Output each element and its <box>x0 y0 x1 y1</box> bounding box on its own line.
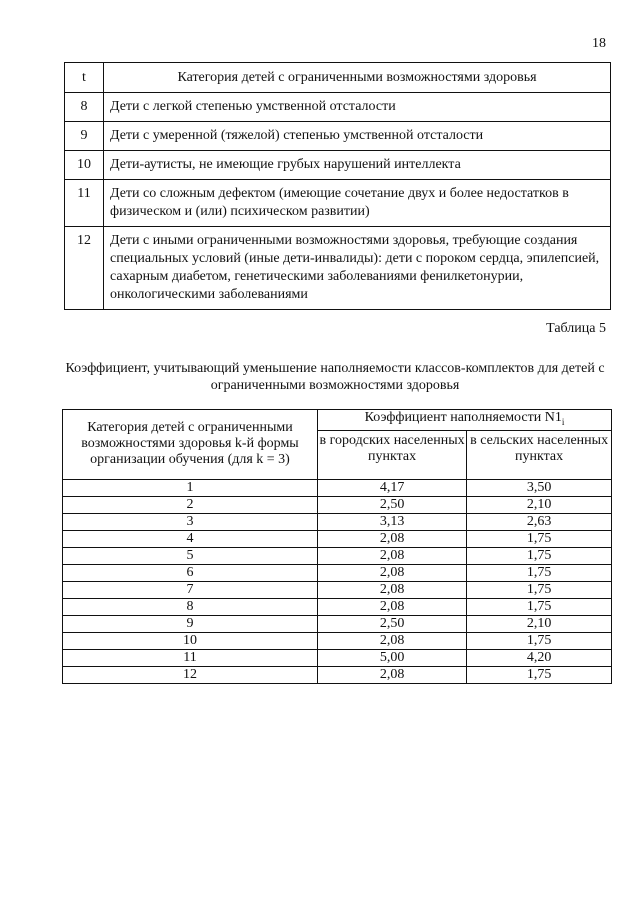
row-number: 9 <box>65 122 104 151</box>
table-row <box>65 180 611 227</box>
row-category-number: 3 <box>63 513 318 530</box>
row-urban-value: 2,08 <box>318 632 467 649</box>
table-row <box>63 598 612 615</box>
table-label: Таблица 5 <box>546 321 606 336</box>
table-row <box>63 513 612 530</box>
table-row <box>63 530 612 547</box>
row-urban-value: 2,08 <box>318 598 467 615</box>
row-number: 11 <box>65 180 104 227</box>
row-rural-value: 1,75 <box>467 547 612 564</box>
row-category: Дети с иными ограниченными возможностями здоровья, требующие создания специальных условий (иные дети-инвалиды): дети с пороком сердца, эпилепсией, сахарным диабетом, генетическими заболеваниями фенилкетонурии, онкологическими заболеваниями <box>104 227 611 310</box>
categories-table <box>64 62 611 310</box>
header-coefficient-sub: i <box>561 416 565 427</box>
row-rural-value: 1,75 <box>467 530 612 547</box>
row-rural-value: 2,10 <box>467 615 612 632</box>
page-number: 18 <box>592 36 606 51</box>
row-urban-value: 2,08 <box>318 666 467 683</box>
row-category-number: 5 <box>63 547 318 564</box>
table-row <box>63 632 612 649</box>
row-urban-value: 2,08 <box>318 530 467 547</box>
row-category: Дети-аутисты, не имеющие грубых нарушений интеллекта <box>104 151 611 180</box>
row-urban-value: 2,50 <box>318 615 467 632</box>
header-urban: в городских населенных пунктах <box>318 430 467 479</box>
row-category: Дети с легкой степенью умственной отсталости <box>104 93 611 122</box>
table-row <box>65 122 611 151</box>
header-num: t <box>65 63 104 93</box>
header-category: Категория детей с ограниченными возможностями здоровья k-й формы организации обучения (для k = 3) <box>63 410 318 480</box>
header-category: Категория детей с ограниченными возможностями здоровья <box>104 63 611 93</box>
table-row <box>63 547 612 564</box>
row-urban-value: 3,13 <box>318 513 467 530</box>
row-urban-value: 2,08 <box>318 564 467 581</box>
row-rural-value: 4,20 <box>467 649 612 666</box>
row-number: 12 <box>65 227 104 310</box>
header-coefficient <box>318 410 612 431</box>
row-category-number: 12 <box>63 666 318 683</box>
table-row <box>63 496 612 513</box>
row-urban-value: 2,08 <box>318 581 467 598</box>
row-rural-value: 2,10 <box>467 496 612 513</box>
table-caption: Коэффициент, учитывающий уменьшение наполняемости классов-комплектов для детей с ограниченными возможностями здоровья <box>65 361 605 393</box>
row-category-number: 2 <box>63 496 318 513</box>
row-category: Дети со сложным дефектом (имеющие сочетание двух и более недостатков в физическом и (или) психическом развитии) <box>104 180 611 227</box>
row-category-number: 10 <box>63 632 318 649</box>
row-category-number: 11 <box>63 649 318 666</box>
row-urban-value: 2,50 <box>318 496 467 513</box>
header-coefficient-label: Коэффициент наполняемости N1 <box>364 410 562 425</box>
table-row <box>63 649 612 666</box>
table-row <box>63 581 612 598</box>
row-rural-value: 1,75 <box>467 632 612 649</box>
table-row <box>63 479 612 496</box>
table-row <box>65 93 611 122</box>
table-row <box>65 227 611 310</box>
row-rural-value: 3,50 <box>467 479 612 496</box>
table-row <box>65 151 611 180</box>
header-rural: в сельских населенных пунктах <box>467 430 612 479</box>
row-rural-value: 2,63 <box>467 513 612 530</box>
table-header-row <box>63 410 612 431</box>
row-number: 8 <box>65 93 104 122</box>
row-category-number: 7 <box>63 581 318 598</box>
row-category-number: 1 <box>63 479 318 496</box>
row-category: Дети с умеренной (тяжелой) степенью умственной отсталости <box>104 122 611 151</box>
coefficient-table <box>62 409 612 684</box>
table-row <box>63 564 612 581</box>
row-urban-value: 4,17 <box>318 479 467 496</box>
row-number: 10 <box>65 151 104 180</box>
row-category-number: 6 <box>63 564 318 581</box>
table-row <box>63 666 612 683</box>
row-rural-value: 1,75 <box>467 564 612 581</box>
row-rural-value: 1,75 <box>467 581 612 598</box>
table-row <box>63 615 612 632</box>
row-rural-value: 1,75 <box>467 598 612 615</box>
row-rural-value: 1,75 <box>467 666 612 683</box>
row-category-number: 4 <box>63 530 318 547</box>
row-urban-value: 5,00 <box>318 649 467 666</box>
row-category-number: 8 <box>63 598 318 615</box>
table-header-row <box>65 63 611 93</box>
row-urban-value: 2,08 <box>318 547 467 564</box>
row-category-number: 9 <box>63 615 318 632</box>
